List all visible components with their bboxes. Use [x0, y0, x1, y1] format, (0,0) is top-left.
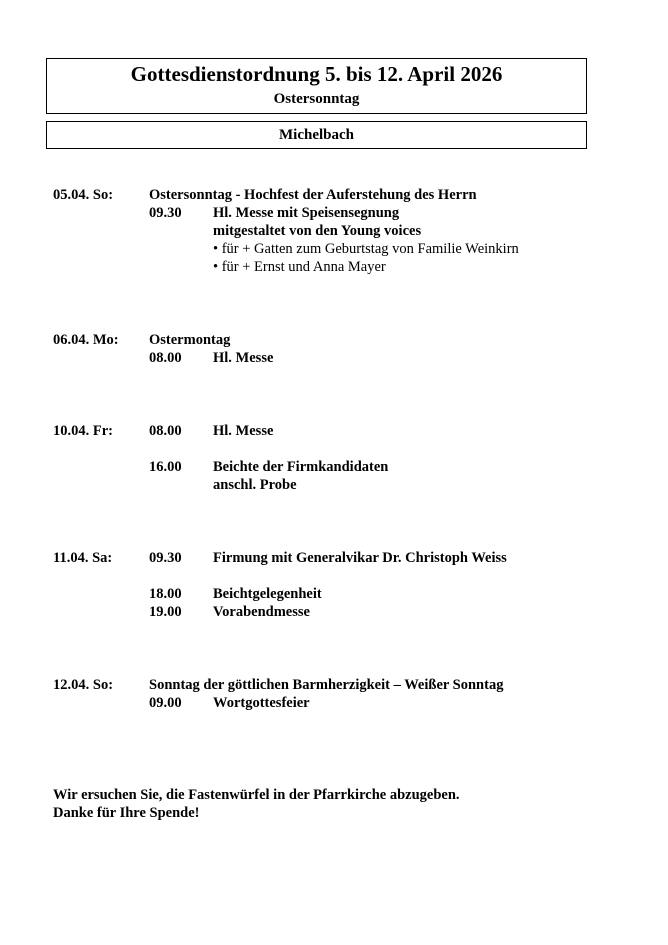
entry-text: Firmung mit Generalvikar Dr. Christoph Weiss: [213, 550, 507, 566]
entry-time: 19.00: [149, 604, 182, 620]
day-date: 12.04. So:: [53, 677, 114, 693]
entry-text: mitgestaltet von den Young voices: [213, 223, 422, 239]
entry-text: Hl. Messe mit Speisensegnung: [213, 205, 400, 221]
page-subtitle: Ostersonntag: [273, 91, 360, 107]
entry-text: Hl. Messe: [213, 423, 274, 439]
day-date: 10.04. Fr:: [53, 423, 113, 439]
page-title: Gottesdienstordnung 5. bis 12. April 2026: [130, 62, 503, 86]
entry-text: Vorabendmesse: [213, 604, 310, 620]
entry-time: 09.00: [149, 695, 182, 711]
footer-thanks: Danke für Ihre Spende!: [53, 805, 200, 821]
entry-text: Beichtgelegenheit: [213, 586, 322, 602]
header-box: [46, 58, 587, 114]
day-heading: Sonntag der göttlichen Barmherzigkeit – Weißer Sonntag: [149, 677, 504, 693]
day-heading: Ostersonntag - Hochfest der Auferstehung des Herrn: [149, 187, 477, 203]
entry-text: Beichte der Firmkandidaten: [213, 459, 389, 475]
entry-text: Hl. Messe: [213, 350, 274, 366]
day-heading: Ostermontag: [149, 332, 231, 348]
entry-time: 08.00: [149, 423, 182, 439]
footer-note: Wir ersuchen Sie, die Fastenwürfel in der Pfarrkirche abzugeben.: [53, 787, 460, 803]
entry-time: 09.30: [149, 550, 182, 566]
entry-time: 09.30: [149, 205, 182, 221]
entry-text: Wortgottesfeier: [213, 695, 310, 711]
entry-text: anschl. Probe: [213, 477, 297, 493]
parish-box: Michelbach: [46, 121, 587, 149]
mass-intention: • für + Gatten zum Geburtstag von Familie Weinkirn: [213, 241, 519, 257]
day-date: 11.04. Sa:: [53, 550, 113, 566]
day-date: 06.04. Mo:: [53, 332, 119, 348]
entry-time: 18.00: [149, 586, 182, 602]
mass-intention: • für + Ernst und Anna Mayer: [213, 259, 386, 275]
entry-time: 16.00: [149, 459, 182, 475]
day-date: 05.04. So:: [53, 187, 114, 203]
entry-time: 08.00: [149, 350, 182, 366]
